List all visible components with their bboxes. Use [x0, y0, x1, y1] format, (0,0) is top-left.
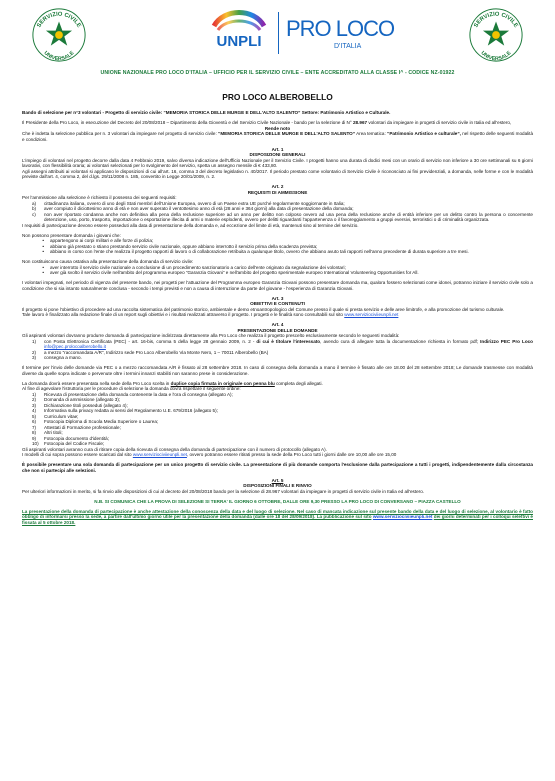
- list-item: 10) Fotocopia del Codice Fiscale;: [32, 441, 105, 446]
- non-possono-list: [22, 238, 533, 255]
- art4-modelli: I modelli di cui sopra possono essere scaricati dal sito www.serviziociviieunpli.net, ovvero potranno essere ritirati presso la sede della Pro Loco tutti i giorni dalle ore 10,00 alle ore 15,00: [22, 452, 397, 457]
- nb-notice: N.B. SI COMUNICA CHE LA PROVA DI SELEZIONE SI TERRA' IL GIORNO 6 OTTOBRE, DALLE ORE 9,30 PRESSO LA PRO LOCO DI CONVERSANO – PIAZZA CASTELLO: [94, 498, 461, 504]
- art1-subtitle: DISPOSIZIONI GENERALI: [249, 152, 306, 157]
- art4-title: Art. 4: [271, 322, 284, 327]
- art3-text: Il progetto si pone l'obiettivo di procedere ad una raccolta sistematica del patrimonio storico, ambientale e demo etnoantropologico del Comune presso il quale si presta servizio e delle aree limitrofe, e alla promozione del turismo culturale.: [22, 306, 505, 312]
- art5-title: Art. 5: [271, 477, 284, 483]
- bullet-icon: •: [42, 264, 44, 270]
- art2-tail: I requisiti di partecipazione devono essere posseduti alla data di presentazione della domanda e, ad eccezione del limite di età, mantenuti sino al termine del servizio.: [22, 222, 359, 228]
- art1-text-2: Agli assegni attribuiti ai volontari si applicano le disposizioni di cui all'art. 16, comma 3 del decreto legislativo n. 40/2017. Il periodo prestato come volontario di Servizio Civile è riconosciuto ai fini previdenziali, a domanda, nelle forme e con le modalità previste dall'art. 4, comma 2, del d.lgs. 29/11/2008 n. 185, convertito in Legge 20/01/2009, n. 2.: [22, 168, 533, 179]
- site-link[interactable]: www.serviziociviieunpli.net: [344, 312, 399, 317]
- art4-ritirare: Gli aspiranti volontari avranno cura di ritirare copia della ricevuta di consegna della domanda di partecipazione con il numero di protocollo (allegato A).: [22, 446, 327, 452]
- site-link[interactable]: www.serviziociviieunpli.net: [132, 452, 187, 457]
- non-ostativa-lead: Non costituiscono causa ostativa alla presentazione della domanda di servizio civile:: [22, 259, 194, 264]
- list-item: 7) Attestati di Formazione professionale;: [32, 424, 121, 430]
- list-item: 2) a mezzo “raccomandata A/R”, Indirizzo sede Pro Loco Alberobello Via Monte Nero, 1 – 70011 Alberobello (BA): [32, 349, 269, 355]
- bullet-icon: •: [42, 243, 44, 249]
- unpli-proloco-logo: [194, 6, 404, 60]
- document-title: PRO LOCO ALBEROBELLO: [222, 92, 333, 102]
- list-item: 3) consegna a mano.: [32, 355, 82, 360]
- art4-termine: Il termine per l'invio delle domande via PEC o a mezzo raccomandata A/R è fissato al 28 settembre 2018. In caso di consegna della domanda a mano il termine è fissato alle ore 18.00 del 28 settembre 2018; Le domande trasmesse con modalità diverse da quelle sopra indicate o pervenute oltre i termini innanzi stabiliti non saranno prese in considerazione.: [22, 365, 533, 376]
- bullet-icon: •: [42, 270, 44, 275]
- art4-subtitle: PRESENTAZIONE DELLE DOMANDE: [237, 327, 318, 333]
- art1-text: L'impiego di volontari nel progetto decorre dalla data 4 Febbraio 2019, salvo diversa indicazione dell'Ufficio Nazionale per il Servizio Civile. I progetti hanno una durata di dodici mesi con un orario di servizio non inferiore a 30 ore settimanali su 6 giorni lavorativi, con flessibilità oraria; ai volontari selezionati per lo svolgimento del servizio, spetta un assegno mensile di € 433,80.: [22, 157, 533, 168]
- list-item: c) non aver riportato condanna anche non definitiva alla pena della reclusione superiore ad un anno per delitto non colposo ovvero ad una pena della reclusione anche di entità inferiore per un delitto contro la persona o concernente detenzione, uso, porto, trasporto, importazione o esportazione illecita di armi o materie esplodenti, ovvero per delitti riguardanti l'appartenenza o il favoreggiamento a gruppi eversivi, terroristici o di criminalità organizzata.: [32, 211, 533, 222]
- list-item: 5) Curriculum vitae;: [32, 413, 79, 419]
- art5-text: Per ulteriori informazioni in merito, si fa rinvio alle disposizioni di cui al decreto del 20/08/2018 bando per la selezione di 28.967 volontari da impiegare in progetti di servizio civile in Italia ed all'estero.: [22, 488, 425, 494]
- bullet-icon: •: [42, 249, 44, 254]
- site-link[interactable]: www.serviziociviieunpli.net: [372, 514, 433, 519]
- svg-text:UNIVERSALE: UNIVERSALE: [42, 50, 76, 63]
- art4-fine: Al fine di agevolare l'istruttoria per le procedure di selezione la domanda dovrà rispettare il seguente ordine:: [22, 386, 241, 391]
- art4-unica-domanda: È possibile presentare una sola domanda di partecipazione per un unico progetto di servizio civile. La presentazione di più domande comporta l'esclusione dalla partecipazione a tutti i progetti, indipendentemente dalla circostanza che non si partecipi alle selezioni.: [22, 462, 533, 473]
- list-item: 4) Informativa sulla privacy redatta ai sensi del Regolamento U.E. 679/2016 (allegato 5);: [32, 408, 218, 413]
- list-item: • aver già svolto il servizio civile nell'ambito del programma europeo “Garanzia Giovani” e nell'ambito del progetto sperimentale europeo International Volunteering Opportunities for All.: [22, 270, 533, 276]
- bando-line: Bando di selezione per n°3 volontari - Progetto di servizio civile: “MEMORIA STORICA DELLE MURGE E DELL'ALTO SALENTO” Settore: Patrimonio Artistico e Culturale.: [22, 110, 391, 115]
- art3-text-2: Tale lavoro è finalizzato alla redazione finale di un report sugli obiettivi e i risultati realizzati attraverso il progetto. I progetti e le finalità sono consultabili sul sito www.serviziociviieunpli.net: [22, 312, 399, 317]
- art5-subtitle: DISPOSIZIONI FINALI E RINVIO: [243, 483, 312, 488]
- list-item: b) aver compiuto il diciottesimo anno di età e non aver superato il ventottesimo anno di età (28 anni e 364 giorni) alla data di presentazione della domanda;: [32, 206, 354, 211]
- svg-text:UNIVERSALE: UNIVERSALE: [479, 50, 513, 63]
- art4-firma: La domanda dovrà essere presentata nella sede della Pro Loco scelta in duplice copia firmata in originale con penna blu completa degli allegati.: [22, 380, 323, 386]
- list-item: • appartengono ai corpi militari e alle forze di polizia;: [22, 238, 533, 244]
- art3-title: Art. 3: [271, 295, 284, 301]
- svg-text:SERVIZIO CIVILE: SERVIZIO CIVILE: [36, 11, 82, 29]
- art2-lead: Per l'ammissione alla selezione è richiesto il possesso dei seguenti requisiti:: [22, 195, 177, 200]
- list-item: 1) con Posta Elettronica Certificata (PEC) - art. 16-bis, comma 5 della legge 28 gennaio 2009, n. 2 - di cui è titolare l'interessato, avendo cura di allegare tutta la documentazione richiesta in formato pdf; Indirizzo PEC Pro Loco info@pec.prolocoalberobello.it: [32, 338, 533, 349]
- list-item: 9) Fotocopia documento d'identità;: [32, 435, 109, 441]
- list-item: • abbiano in corso con l'ente che realizza il progetto rapporti di lavoro o di collaborazione retribuita a qualunque titolo, ovvero che abbiano avuto tali rapporti nell'anno precedente di durata superiore a tre mesi.: [22, 249, 533, 255]
- servizio-civile-universale-logo-right: [467, 6, 525, 64]
- rende-noto-heading: Rende noto: [264, 125, 291, 131]
- svg-text:UNPLI: UNPLI: [216, 33, 262, 50]
- svg-text:SERVIZIO CIVILE: SERVIZIO CIVILE: [473, 11, 519, 29]
- association-line: UNIONE NAZIONALE PRO LOCO D'ITALIA – UFFICIO PER IL SERVIZIO CIVILE – ENTE ACCREDITATO ALLA CLASSE I^ - CODICE NZ-01922: [100, 70, 455, 76]
- submission-methods-list: [22, 339, 533, 361]
- list-item: a) cittadinanza italiana, ovvero di uno degli Stati membri dell'Unione Europea, ovvero di un Paese extra UE purché regolarmente soggiornante in Italia;: [32, 200, 345, 206]
- list-item: 3) Dichiarazione titoli posseduti (allegato 4);: [32, 402, 128, 408]
- art1-title: Art. 1: [271, 146, 284, 152]
- garanzia-giovani-paragraph: I volontari impegnati, nel periodo di vigenza del presente bando, nei progetti per l'attuazione del Programma europeo Garanzia Giovani possono presentare domanda ma, qualora fossero selezionati come idonei, potranno iniziare il servizio civile solo a condizione che si sia intanto naturalmente conclusa - secondo i tempi previsti e non a causa di interruzione da parte del giovane - l'esperienza di Garanzia Giovani.: [22, 280, 533, 291]
- art2-subtitle: REQUISITI DI AMMISSIONE: [247, 189, 308, 195]
- art2-title: Art. 2: [271, 184, 284, 189]
- closing-notice: La presentazione della domanda di partecipazione è anche attestazione della conoscenza della data e del luogo di selezione. Nel caso di mancata indicazione sul presente bando della data e del luogo di selezione, al volontario è fatto obbligo di informarsi presso la sede, a partire dall'ultimo giorno utile per la presentazione della domanda (dalle ore 18 del 28/09/2018). La pubblicazione sul sito www.serviziociviieunpli.net dei giorni determinati per i colloqui selettivi è fissata al 5 ottobre 2018.: [22, 508, 533, 525]
- list-item: • aver interrotto il servizio civile nazionale a conclusione di un procedimento sanzionatorio a carico dell'ente originato da segnalazione dei volontari;: [22, 265, 533, 271]
- non-possono-lead: Non possono presentare domanda i giovani che:: [22, 232, 121, 238]
- non-ostativa-list: [22, 265, 533, 276]
- list-item: 8) Altri titoli;: [32, 430, 63, 435]
- list-item: 6) Fotocopia Diploma di Scuola Media Superiore o Laurea;: [32, 419, 159, 424]
- art4-lead: Gli aspiranti volontari dovranno produrre domanda di partecipazione indirizzata direttamente alla Pro Loco che realizza il progetto prescelto esclusivamente secondo le seguenti modalità:: [22, 333, 400, 338]
- art3-subtitle: OBIETTIVI E CONTENUTI: [250, 301, 305, 306]
- requirements-list: [22, 201, 533, 223]
- bullet-icon: •: [42, 238, 44, 243]
- svg-text:D'ITALIA: D'ITALIA: [334, 43, 362, 50]
- rende-noto-paragraph: Che è indetta la selezione pubblica per n. 3 volontari da impiegare nel progetto di servizio civile: “MEMORIA STORICA DELLE MURGE E DELL'ALTO SALENTO” Area tematica: “Patrimonio Artistico e culturale”, nel rispetto delle seguenti modalità e condizioni.: [22, 131, 534, 142]
- document-order-list: [22, 392, 533, 447]
- list-item: • abbiano già prestato o stiano prestando servizio civile nazionale, oppure abbiano interrotto il servizio prima della scadenza prevista;: [22, 244, 533, 250]
- list-item: 2) Domanda di ammissione (allegato 3);: [32, 397, 121, 402]
- letterhead: [22, 0, 533, 68]
- pec-email-link[interactable]: info@pec.prolocoalberobello.it: [44, 344, 106, 349]
- list-item: 1) Ricevuta di presentazione della domanda contenente la data e l'ora di consegna (allegato A);: [32, 391, 233, 397]
- intro-paragraph: Il Presidente della Pro Loco, in esecuzione del Decreto del 20/08/2018 – Dipartimento della Gioventù e del Servizio Civile Nazionale - bando per la selezione di N° 28.967 volontari da impiegare in progetti di servizio civile in Italia ed all'estero,: [22, 120, 512, 125]
- servizio-civile-universale-logo-left: [30, 6, 88, 64]
- svg-text:PRO LOCO: PRO LOCO: [286, 16, 395, 41]
